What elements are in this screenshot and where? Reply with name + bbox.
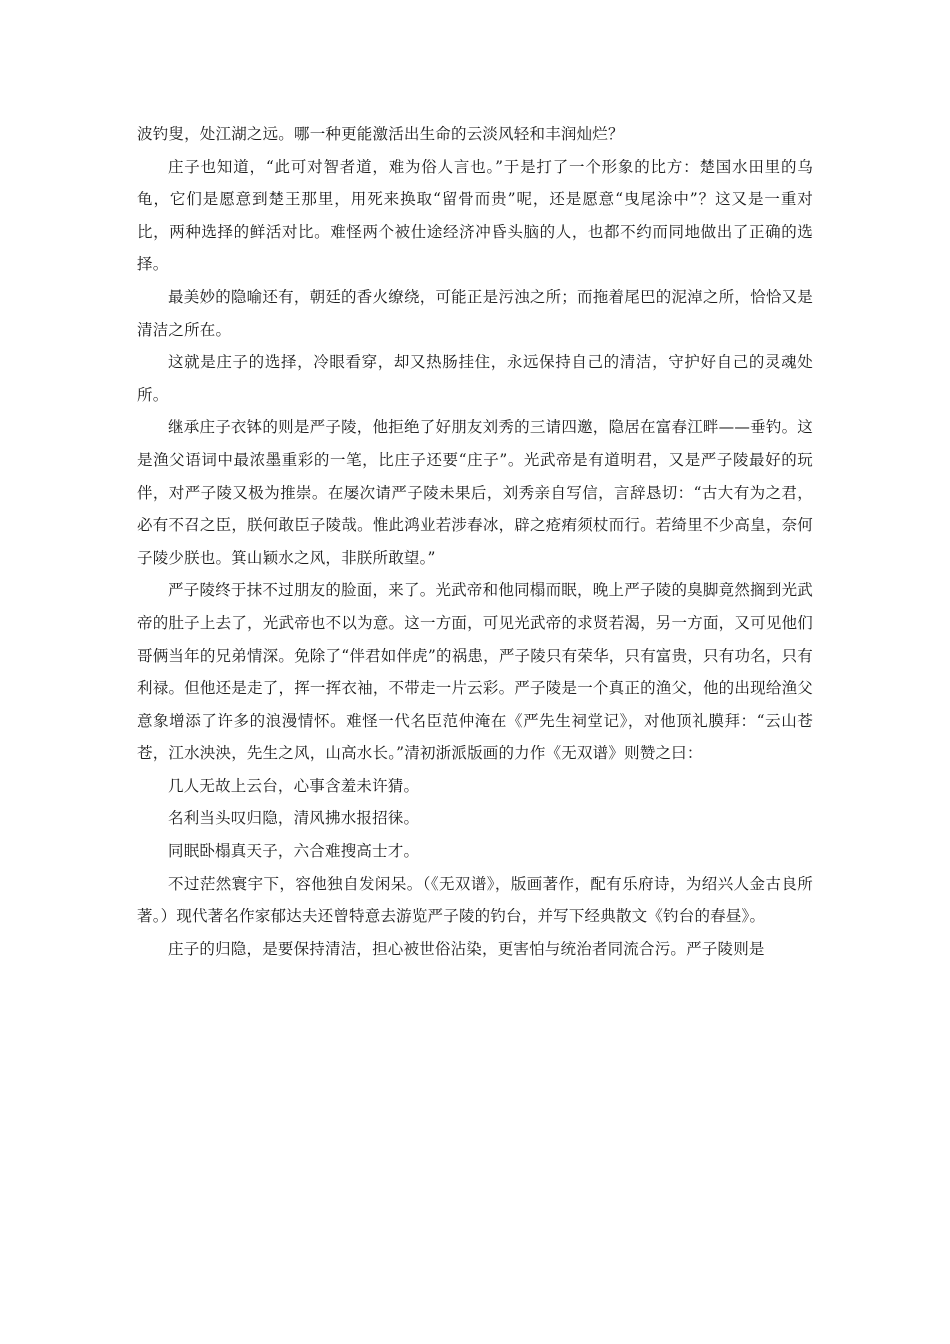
paragraph-yan-ziling-visit: 严子陵终于抹不过朋友的脸面，来了。光武帝和他同榻而眠，晚上严子陵的臭脚竟然搁到光武帝的肚子上去了，光武帝也不以为意。这一方面，可见光武帝的求贤若渴，另一方面，又可见他们哥俩当年的兄弟情深。免除了“伴君如伴虎”的祸患，严子陵只有荣华，只有富贵，只有功名，只有利禄。但他还是走了，挥一挥衣袖，不带走一片云彩。严子陵是一个真正的渔父，他的出现给渔父意象增添了许多的浪漫情怀。难怪一代名臣范仲淹在《严先生祠堂记》，对他顶礼膜拜：“云山苍苍，江水泱泱，先生之风，山高水长。”清初浙派版画的力作《无双谱》则赞之曰：	[137, 581, 813, 763]
paragraph-zhuangzi-metaphor: 庄子也知道，“此可对智者道，难为俗人言也。”于是打了一个形象的比方：楚国水田里的乌龟，它们是愿意到楚王那里，用死来换取“留骨而贵”呢，还是愿意“曳尾涂中”？这又是一重对比，两种选择的鲜活对比。难怪两个被仕途经济冲昏头脑的人，也都不约而同地做出了正确的选择。	[137, 157, 813, 274]
paragraph-continuation: 波钓叟，处江湖之远。哪一种更能激活出生命的云淡风轻和丰润灿烂？	[137, 125, 624, 143]
poem-block	[137, 770, 813, 868]
paragraph-zhuangzi-choice: 这就是庄子的选择，冷眼看穿，却又热肠挂住，永远保持自己的清洁，守护好自己的灵魂处所。	[137, 353, 813, 404]
paragraph-beautiful-metaphor: 最美妙的隐喻还有，朝廷的香火缭绕，可能正是污浊之所；而拖着尾巴的泥淖之所，恰恰又是清洁之所在。	[137, 287, 813, 339]
paragraph-poem-end: 不过茫然寰宇下，容他独自发闲呆。（《无双谱》，版画著作，配有乐府诗，为绍兴人金古良所著。）现代著名作家郁达夫还曾特意去游览严子陵的钓台，并写下经典散文《钓台的春昼》。	[137, 874, 813, 926]
paragraph-conclusion: 庄子的归隐，是要保持清洁，担心被世俗沾染，更害怕与统治者同流合污。严子陵则是	[168, 939, 765, 958]
paragraph-yan-ziling: 继承庄子衣钵的则是严子陵，他拒绝了好朋友刘秀的三请四邀，隐居在富春江畔——垂钓。这是渔父语词中最浓墨重彩的一笔，比庄子还要“庄子”。光武帝是有道明君，又是严子陵最好的玩伴，对严子陵又极为推崇。在屡次请严子陵未果后，刘秀亲自写信，言辞恳切：“古大有为之君，必有不召之臣，朕何敢臣子陵哉。惟此鸿业若涉春冰，辟之疮痏须杖而行。若绮里不少高皇，奈何子陵少朕也。箕山颖水之风，非朕所敢望。”	[137, 418, 813, 567]
poem-line: 同眠卧榻真天子，六合难搜高士才。	[168, 842, 420, 861]
poem-line: 名利当头叹归隐，清风拂水报招徕。	[168, 809, 420, 828]
document-page	[137, 118, 813, 965]
poem-line: 几人无故上云台，心事含羞未许猜。	[168, 776, 420, 795]
